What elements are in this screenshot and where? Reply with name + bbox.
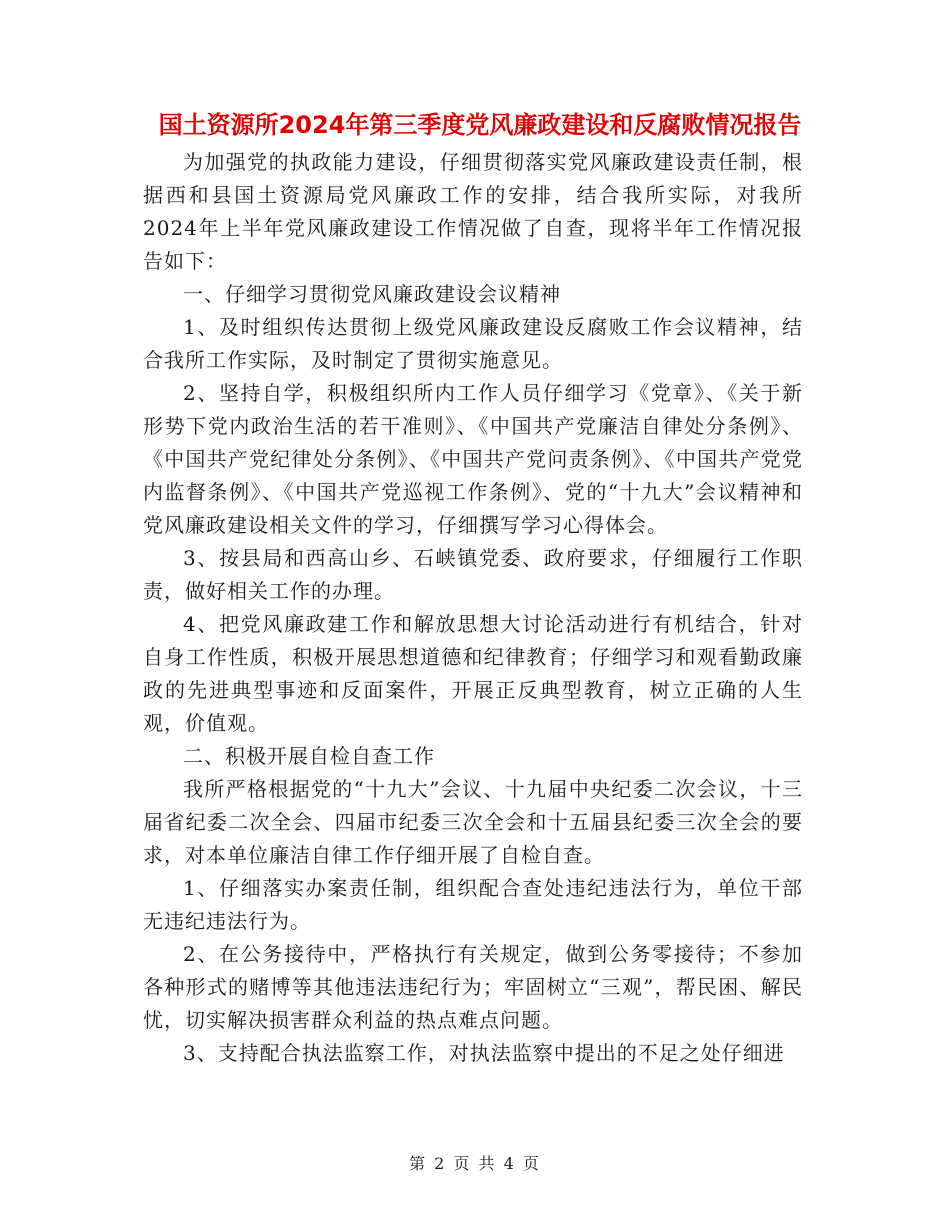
paragraph: 4、把党风廉政建工作和解放思想大讨论活动进行有机结合，针对自身工作性质，积极开展思想道德和纪律教育；仔细学习和观看勤政廉政的先进典型事迹和反面案件，开展正反典型教育，树立正确的人生观，价值观。: [143, 612, 803, 735]
document-body: [143, 146, 803, 1070]
paragraph: 2、在公务接待中，严格执行有关规定，做到公务零接待；不参加各种形式的赌博等其他违法违纪行为；牢固树立“三观”，帮民困、解民忧，切实解决损害群众利益的热点难点问题。: [143, 942, 803, 1032]
paragraph: 2、坚持自学，积极组织所内工作人员仔细学习《党章》、《关于新形势下党内政治生活的若干准则》、《中国共产党廉洁自律处分条例》、《中国共产党纪律处分条例》、《中国共产党问责条例》、《中国共产党党内监督条例》、《中国共产党巡视工作条例》、党的“十九大”会议精神和党风廉政建设相关文件的学习，仔细撰写学习心得体会。: [143, 381, 803, 537]
paragraph: 3、按县局和西高山乡、石峡镇党委、政府要求，仔细履行工作职责，做好相关工作的办理。: [143, 546, 803, 603]
paragraph: 1、仔细落实办案责任制，组织配合查处违纪违法行为，单位干部无违纪违法行为。: [143, 876, 803, 933]
paragraph: 为加强党的执政能力建设，仔细贯彻落实党风廉政建设责任制，根据西和县国土资源局党风廉政工作的安排，结合我所实际，对我所2024年上半年党风廉政建设工作情况做了自查，现将半年工作情况报告如下：: [143, 150, 803, 273]
page-number-footer: 第 2 页 共 4 页: [409, 1154, 541, 1173]
document-title: 国土资源所2024年第三季度党风廉政建设和反腐败情况报告: [158, 111, 802, 139]
section-heading: 二、积极开展自检自查工作: [183, 744, 435, 768]
paragraph: 3、支持配合执法监察工作，对执法监察中提出的不足之处仔细进: [183, 1041, 785, 1065]
paragraph: 1、及时组织传达贯彻上级党风廉政建设反腐败工作会议精神，结合我所工作实际，及时制定了贯彻实施意见。: [143, 315, 803, 372]
section-heading: 一、仔细学习贯彻党风廉政建设会议精神: [183, 282, 561, 306]
paragraph: 我所严格根据党的“十九大”会议、十九届中央纪委二次会议，十三届省纪委二次全会、四届市纪委三次全会和十五届县纪委三次全会的要求，对本单位廉洁自律工作仔细开展了自检自查。: [143, 777, 803, 867]
